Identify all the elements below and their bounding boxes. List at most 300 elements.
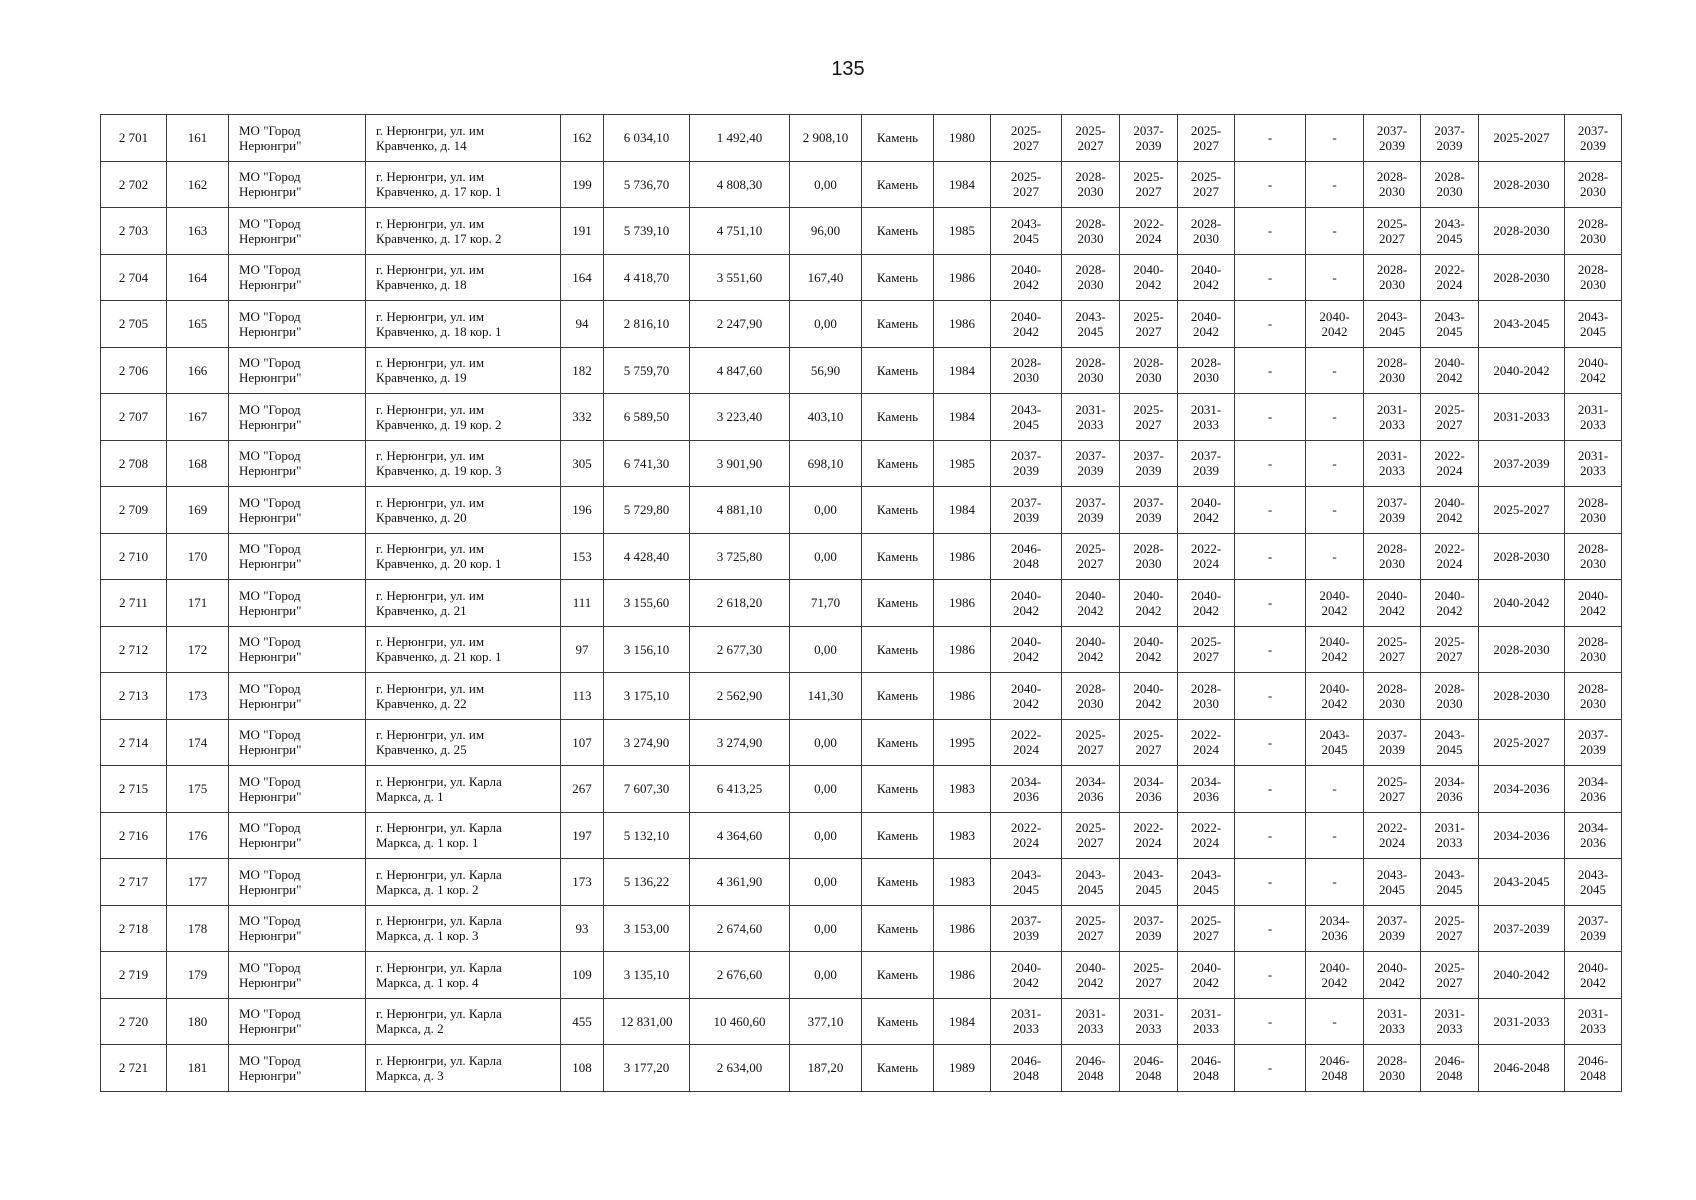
cell-period-foundation: 2046- 2048: [1120, 1045, 1178, 1092]
cell-non-living-area: 0,00: [790, 812, 862, 859]
cell-period-electric: 2028- 2030: [1421, 161, 1479, 208]
cell-address: г. Нерюнгри, ул. им Кравченко, д. 19 кор. 3: [366, 440, 561, 487]
cell-period-cold-water: -: [1235, 905, 1306, 952]
cell-period-cold-water: -: [1235, 673, 1306, 720]
cell-address: г. Нерюнгри, ул. им Кравченко, д. 20 кор. 1: [366, 533, 561, 580]
cell-period-foundation: 2034- 2036: [1120, 766, 1178, 813]
cell-wall-material: Камень: [862, 952, 934, 999]
cell-period-facade: 2040- 2042: [1062, 952, 1120, 999]
cell-period-hot-water: 2040- 2042: [1306, 626, 1364, 673]
cell-non-living-area: 0,00: [790, 952, 862, 999]
cell-period-gas: 2031-2033: [1479, 998, 1565, 1045]
cell-period-sewerage: 2037- 2039: [1364, 115, 1421, 162]
cell-municipality: МО "Город Нерюнгри": [229, 301, 366, 348]
cell-period-facade: 2028- 2030: [1062, 208, 1120, 255]
cell-period-electric: 2022- 2024: [1421, 533, 1479, 580]
cell-build-year: 1986: [934, 580, 991, 627]
cell-period-electric: 2025- 2027: [1421, 394, 1479, 441]
cell-period-electric: 2040- 2042: [1421, 580, 1479, 627]
cell-address: г. Нерюнгри, ул. им Кравченко, д. 18 кор. 1: [366, 301, 561, 348]
cell-period-elevator: 2031- 2033: [1565, 394, 1622, 441]
cell-period-roof: 2040- 2042: [991, 580, 1062, 627]
cell-living-area: 2 676,60: [690, 952, 790, 999]
cell-period-roof: 2040- 2042: [991, 626, 1062, 673]
cell-non-living-area: 187,20: [790, 1045, 862, 1092]
cell-period-sewerage: 2037- 2039: [1364, 719, 1421, 766]
cell-item-number: 171: [167, 580, 229, 627]
cell-address: г. Нерюнгри, ул. им Кравченко, д. 17 кор. 2: [366, 208, 561, 255]
cell-period-facade: 2028- 2030: [1062, 347, 1120, 394]
cell-residents: 305: [561, 440, 604, 487]
cell-period-hot-water: 2034- 2036: [1306, 905, 1364, 952]
cell-period-electric: 2031- 2033: [1421, 812, 1479, 859]
cell-period-heating: 2028- 2030: [1178, 347, 1235, 394]
cell-total-area: 4 418,70: [604, 254, 690, 301]
cell-period-cold-water: -: [1235, 812, 1306, 859]
cell-period-facade: 2034- 2036: [1062, 766, 1120, 813]
cell-period-electric: 2046- 2048: [1421, 1045, 1479, 1092]
cell-address: г. Нерюнгри, ул. им Кравченко, д. 21: [366, 580, 561, 627]
cell-period-sewerage: 2040- 2042: [1364, 952, 1421, 999]
cell-total-area: 3 177,20: [604, 1045, 690, 1092]
cell-period-sewerage: 2022- 2024: [1364, 812, 1421, 859]
cell-period-cold-water: -: [1235, 719, 1306, 766]
cell-non-living-area: 0,00: [790, 161, 862, 208]
cell-period-facade: 2025- 2027: [1062, 812, 1120, 859]
cell-municipality: МО "Город Нерюнгри": [229, 998, 366, 1045]
cell-row-number: 2 718: [101, 905, 167, 952]
cell-period-electric: 2028- 2030: [1421, 673, 1479, 720]
cell-item-number: 163: [167, 208, 229, 255]
cell-non-living-area: 0,00: [790, 719, 862, 766]
cell-total-area: 6 034,10: [604, 115, 690, 162]
cell-period-facade: 2043- 2045: [1062, 859, 1120, 906]
cell-residents: 162: [561, 115, 604, 162]
cell-build-year: 1983: [934, 766, 991, 813]
cell-period-gas: 2040-2042: [1479, 952, 1565, 999]
cell-period-roof: 2022- 2024: [991, 719, 1062, 766]
cell-period-cold-water: -: [1235, 766, 1306, 813]
cell-item-number: 165: [167, 301, 229, 348]
cell-period-gas: 2034-2036: [1479, 766, 1565, 813]
cell-item-number: 168: [167, 440, 229, 487]
cell-period-foundation: 2037- 2039: [1120, 115, 1178, 162]
cell-period-cold-water: -: [1235, 580, 1306, 627]
cell-period-roof: 2040- 2042: [991, 952, 1062, 999]
cell-living-area: 2 677,30: [690, 626, 790, 673]
cell-period-cold-water: -: [1235, 161, 1306, 208]
cell-row-number: 2 701: [101, 115, 167, 162]
table-row: [101, 952, 1622, 999]
cell-period-foundation: 2025- 2027: [1120, 301, 1178, 348]
cell-wall-material: Камень: [862, 859, 934, 906]
cell-period-heating: 2025- 2027: [1178, 905, 1235, 952]
cell-total-area: 3 153,00: [604, 905, 690, 952]
cell-wall-material: Камень: [862, 394, 934, 441]
cell-period-heating: 2040- 2042: [1178, 952, 1235, 999]
cell-period-heating: 2040- 2042: [1178, 254, 1235, 301]
cell-period-hot-water: -: [1306, 533, 1364, 580]
table-row: [101, 859, 1622, 906]
cell-municipality: МО "Город Нерюнгри": [229, 347, 366, 394]
cell-build-year: 1986: [934, 533, 991, 580]
cell-municipality: МО "Город Нерюнгри": [229, 719, 366, 766]
cell-period-hot-water: 2040- 2042: [1306, 580, 1364, 627]
cell-item-number: 180: [167, 998, 229, 1045]
cell-address: г. Нерюнгри, ул. Карла Маркса, д. 3: [366, 1045, 561, 1092]
cell-period-elevator: 2037- 2039: [1565, 115, 1622, 162]
table-row: [101, 440, 1622, 487]
cell-period-hot-water: 2040- 2042: [1306, 301, 1364, 348]
cell-address: г. Нерюнгри, ул. им Кравченко, д. 17 кор. 1: [366, 161, 561, 208]
cell-period-elevator: 2043- 2045: [1565, 859, 1622, 906]
cell-wall-material: Камень: [862, 533, 934, 580]
cell-total-area: 4 428,40: [604, 533, 690, 580]
cell-total-area: 7 607,30: [604, 766, 690, 813]
cell-period-roof: 2025- 2027: [991, 161, 1062, 208]
cell-address: г. Нерюнгри, ул. Карла Маркса, д. 1 кор. 1: [366, 812, 561, 859]
cell-period-cold-water: -: [1235, 533, 1306, 580]
cell-period-hot-water: -: [1306, 208, 1364, 255]
cell-period-hot-water: 2040- 2042: [1306, 673, 1364, 720]
cell-period-gas: 2043-2045: [1479, 859, 1565, 906]
cell-period-facade: 2025- 2027: [1062, 905, 1120, 952]
cell-living-area: 4 847,60: [690, 347, 790, 394]
cell-period-sewerage: 2025- 2027: [1364, 766, 1421, 813]
cell-address: г. Нерюнгри, ул. им Кравченко, д. 20: [366, 487, 561, 534]
cell-row-number: 2 711: [101, 580, 167, 627]
cell-row-number: 2 709: [101, 487, 167, 534]
cell-row-number: 2 707: [101, 394, 167, 441]
cell-period-heating: 2040- 2042: [1178, 580, 1235, 627]
cell-period-sewerage: 2028- 2030: [1364, 533, 1421, 580]
table-row: [101, 905, 1622, 952]
cell-period-electric: 2040- 2042: [1421, 347, 1479, 394]
table-row: [101, 533, 1622, 580]
cell-wall-material: Камень: [862, 254, 934, 301]
cell-period-foundation: 2025- 2027: [1120, 394, 1178, 441]
table-row: [101, 115, 1622, 162]
cell-period-foundation: 2025- 2027: [1120, 952, 1178, 999]
cell-build-year: 1984: [934, 347, 991, 394]
cell-total-area: 3 155,60: [604, 580, 690, 627]
cell-wall-material: Камень: [862, 440, 934, 487]
cell-address: г. Нерюнгри, ул. Карла Маркса, д. 1 кор. 4: [366, 952, 561, 999]
cell-non-living-area: 0,00: [790, 301, 862, 348]
cell-period-hot-water: -: [1306, 766, 1364, 813]
cell-period-cold-water: -: [1235, 626, 1306, 673]
cell-non-living-area: 698,10: [790, 440, 862, 487]
cell-period-facade: 2046- 2048: [1062, 1045, 1120, 1092]
cell-period-foundation: 2040- 2042: [1120, 673, 1178, 720]
cell-period-roof: 2031- 2033: [991, 998, 1062, 1045]
cell-living-area: 1 492,40: [690, 115, 790, 162]
cell-wall-material: Камень: [862, 626, 934, 673]
cell-row-number: 2 712: [101, 626, 167, 673]
cell-residents: 173: [561, 859, 604, 906]
cell-municipality: МО "Город Нерюнгри": [229, 533, 366, 580]
cell-period-hot-water: -: [1306, 161, 1364, 208]
cell-period-facade: 2028- 2030: [1062, 254, 1120, 301]
cell-period-elevator: 2037- 2039: [1565, 719, 1622, 766]
cell-period-facade: 2037- 2039: [1062, 487, 1120, 534]
cell-build-year: 1986: [934, 952, 991, 999]
cell-row-number: 2 721: [101, 1045, 167, 1092]
cell-build-year: 1986: [934, 905, 991, 952]
cell-row-number: 2 719: [101, 952, 167, 999]
cell-row-number: 2 713: [101, 673, 167, 720]
cell-municipality: МО "Город Нерюнгри": [229, 580, 366, 627]
cell-period-sewerage: 2043- 2045: [1364, 859, 1421, 906]
table-row: [101, 580, 1622, 627]
cell-period-heating: 2022- 2024: [1178, 812, 1235, 859]
cell-period-gas: 2025-2027: [1479, 719, 1565, 766]
cell-period-roof: 2040- 2042: [991, 301, 1062, 348]
cell-municipality: МО "Город Нерюнгри": [229, 254, 366, 301]
cell-living-area: 2 562,90: [690, 673, 790, 720]
cell-period-gas: 2040-2042: [1479, 580, 1565, 627]
cell-period-roof: 2046- 2048: [991, 1045, 1062, 1092]
cell-row-number: 2 720: [101, 998, 167, 1045]
cell-period-foundation: 2028- 2030: [1120, 533, 1178, 580]
cell-total-area: 5 739,10: [604, 208, 690, 255]
table-body: [101, 115, 1622, 1092]
cell-period-elevator: 2028- 2030: [1565, 254, 1622, 301]
cell-period-cold-water: -: [1235, 1045, 1306, 1092]
cell-period-heating: 2034- 2036: [1178, 766, 1235, 813]
cell-period-electric: 2043- 2045: [1421, 208, 1479, 255]
cell-period-roof: 2040- 2042: [991, 254, 1062, 301]
cell-wall-material: Камень: [862, 905, 934, 952]
cell-period-elevator: 2031- 2033: [1565, 998, 1622, 1045]
cell-living-area: 4 361,90: [690, 859, 790, 906]
cell-period-hot-water: -: [1306, 859, 1364, 906]
cell-period-roof: 2043- 2045: [991, 394, 1062, 441]
cell-residents: 107: [561, 719, 604, 766]
cell-row-number: 2 703: [101, 208, 167, 255]
cell-build-year: 1995: [934, 719, 991, 766]
table-row: [101, 998, 1622, 1045]
cell-period-facade: 2025- 2027: [1062, 533, 1120, 580]
cell-municipality: МО "Город Нерюнгри": [229, 394, 366, 441]
cell-period-sewerage: 2028- 2030: [1364, 254, 1421, 301]
cell-municipality: МО "Город Нерюнгри": [229, 487, 366, 534]
cell-wall-material: Камень: [862, 719, 934, 766]
cell-living-area: 10 460,60: [690, 998, 790, 1045]
cell-period-elevator: 2028- 2030: [1565, 533, 1622, 580]
cell-period-gas: 2043-2045: [1479, 301, 1565, 348]
cell-period-gas: 2025-2027: [1479, 487, 1565, 534]
cell-total-area: 5 729,80: [604, 487, 690, 534]
cell-period-facade: 2040- 2042: [1062, 580, 1120, 627]
cell-residents: 199: [561, 161, 604, 208]
cell-total-area: 3 274,90: [604, 719, 690, 766]
cell-period-foundation: 2037- 2039: [1120, 905, 1178, 952]
cell-total-area: 5 736,70: [604, 161, 690, 208]
cell-period-foundation: 2043- 2045: [1120, 859, 1178, 906]
cell-period-roof: 2022- 2024: [991, 812, 1062, 859]
cell-period-electric: 2043- 2045: [1421, 859, 1479, 906]
cell-total-area: 12 831,00: [604, 998, 690, 1045]
cell-period-roof: 2037- 2039: [991, 905, 1062, 952]
cell-municipality: МО "Город Нерюнгри": [229, 115, 366, 162]
cell-period-elevator: 2040- 2042: [1565, 580, 1622, 627]
cell-period-gas: 2028-2030: [1479, 254, 1565, 301]
cell-non-living-area: 0,00: [790, 766, 862, 813]
cell-wall-material: Камень: [862, 347, 934, 394]
cell-period-facade: 2025- 2027: [1062, 719, 1120, 766]
cell-living-area: 3 725,80: [690, 533, 790, 580]
cell-item-number: 177: [167, 859, 229, 906]
cell-living-area: 2 674,60: [690, 905, 790, 952]
cell-period-heating: 2025- 2027: [1178, 161, 1235, 208]
cell-municipality: МО "Город Нерюнгри": [229, 952, 366, 999]
cell-period-sewerage: 2028- 2030: [1364, 1045, 1421, 1092]
cell-period-electric: 2043- 2045: [1421, 301, 1479, 348]
cell-item-number: 172: [167, 626, 229, 673]
cell-living-area: 3 223,40: [690, 394, 790, 441]
cell-period-gas: 2028-2030: [1479, 626, 1565, 673]
cell-residents: 197: [561, 812, 604, 859]
cell-period-cold-water: -: [1235, 952, 1306, 999]
cell-build-year: 1986: [934, 254, 991, 301]
cell-item-number: 161: [167, 115, 229, 162]
cell-build-year: 1986: [934, 673, 991, 720]
cell-item-number: 170: [167, 533, 229, 580]
cell-build-year: 1984: [934, 487, 991, 534]
cell-living-area: 4 808,30: [690, 161, 790, 208]
cell-period-roof: 2025- 2027: [991, 115, 1062, 162]
cell-period-sewerage: 2031- 2033: [1364, 998, 1421, 1045]
cell-period-gas: 2046-2048: [1479, 1045, 1565, 1092]
cell-period-foundation: 2040- 2042: [1120, 254, 1178, 301]
cell-period-elevator: 2034- 2036: [1565, 812, 1622, 859]
cell-period-facade: 2031- 2033: [1062, 998, 1120, 1045]
cell-period-hot-water: 2040- 2042: [1306, 952, 1364, 999]
cell-non-living-area: 141,30: [790, 673, 862, 720]
cell-wall-material: Камень: [862, 161, 934, 208]
cell-period-hot-water: 2043- 2045: [1306, 719, 1364, 766]
page-number: 135: [831, 58, 865, 80]
cell-residents: 182: [561, 347, 604, 394]
cell-period-gas: 2028-2030: [1479, 533, 1565, 580]
cell-residents: 455: [561, 998, 604, 1045]
cell-period-gas: 2025-2027: [1479, 115, 1565, 162]
cell-period-gas: 2028-2030: [1479, 673, 1565, 720]
cell-period-facade: 2037- 2039: [1062, 440, 1120, 487]
cell-municipality: МО "Город Нерюнгри": [229, 766, 366, 813]
cell-period-sewerage: 2031- 2033: [1364, 394, 1421, 441]
housing-repair-table: [100, 114, 1622, 1092]
cell-period-roof: 2037- 2039: [991, 487, 1062, 534]
cell-municipality: МО "Город Нерюнгри": [229, 626, 366, 673]
cell-item-number: 181: [167, 1045, 229, 1092]
cell-residents: 97: [561, 626, 604, 673]
cell-address: г. Нерюнгри, ул. Карла Маркса, д. 1 кор. 3: [366, 905, 561, 952]
cell-period-elevator: 2028- 2030: [1565, 161, 1622, 208]
cell-period-cold-water: -: [1235, 859, 1306, 906]
cell-period-heating: 2046- 2048: [1178, 1045, 1235, 1092]
cell-period-foundation: 2025- 2027: [1120, 719, 1178, 766]
cell-residents: 164: [561, 254, 604, 301]
cell-period-elevator: 2046- 2048: [1565, 1045, 1622, 1092]
cell-period-elevator: 2034- 2036: [1565, 766, 1622, 813]
cell-period-heating: 2031- 2033: [1178, 998, 1235, 1045]
cell-period-heating: 2043- 2045: [1178, 859, 1235, 906]
cell-period-foundation: 2040- 2042: [1120, 580, 1178, 627]
cell-address: г. Нерюнгри, ул. им Кравченко, д. 18: [366, 254, 561, 301]
cell-period-electric: 2025- 2027: [1421, 905, 1479, 952]
cell-period-facade: 2031- 2033: [1062, 394, 1120, 441]
cell-period-sewerage: 2028- 2030: [1364, 347, 1421, 394]
cell-municipality: МО "Город Нерюнгри": [229, 673, 366, 720]
cell-non-living-area: 0,00: [790, 487, 862, 534]
cell-period-roof: 2040- 2042: [991, 673, 1062, 720]
cell-municipality: МО "Город Нерюнгри": [229, 208, 366, 255]
cell-total-area: 3 135,10: [604, 952, 690, 999]
cell-residents: 111: [561, 580, 604, 627]
cell-period-electric: 2022- 2024: [1421, 440, 1479, 487]
cell-period-heating: 2031- 2033: [1178, 394, 1235, 441]
cell-period-elevator: 2040- 2042: [1565, 347, 1622, 394]
cell-residents: 109: [561, 952, 604, 999]
table-row: [101, 719, 1622, 766]
cell-period-sewerage: 2025- 2027: [1364, 626, 1421, 673]
cell-period-roof: 2037- 2039: [991, 440, 1062, 487]
cell-period-hot-water: -: [1306, 998, 1364, 1045]
cell-item-number: 166: [167, 347, 229, 394]
cell-wall-material: Камень: [862, 487, 934, 534]
cell-row-number: 2 715: [101, 766, 167, 813]
cell-period-heating: 2028- 2030: [1178, 208, 1235, 255]
table-row: [101, 1045, 1622, 1092]
cell-period-foundation: 2040- 2042: [1120, 626, 1178, 673]
cell-non-living-area: 0,00: [790, 626, 862, 673]
cell-residents: 267: [561, 766, 604, 813]
cell-period-sewerage: 2043- 2045: [1364, 301, 1421, 348]
cell-item-number: 176: [167, 812, 229, 859]
cell-period-foundation: 2037- 2039: [1120, 440, 1178, 487]
cell-living-area: 2 618,20: [690, 580, 790, 627]
cell-build-year: 1980: [934, 115, 991, 162]
cell-period-cold-water: -: [1235, 254, 1306, 301]
cell-period-hot-water: -: [1306, 812, 1364, 859]
cell-period-facade: 2043- 2045: [1062, 301, 1120, 348]
cell-living-area: 3 901,90: [690, 440, 790, 487]
table-row: [101, 394, 1622, 441]
table-row: [101, 812, 1622, 859]
cell-period-gas: 2034-2036: [1479, 812, 1565, 859]
table-row: [101, 673, 1622, 720]
cell-build-year: 1985: [934, 440, 991, 487]
cell-item-number: 169: [167, 487, 229, 534]
cell-period-elevator: 2031- 2033: [1565, 440, 1622, 487]
cell-non-living-area: 0,00: [790, 905, 862, 952]
table-row: [101, 487, 1622, 534]
cell-total-area: 3 156,10: [604, 626, 690, 673]
cell-period-heating: 2037- 2039: [1178, 440, 1235, 487]
cell-row-number: 2 717: [101, 859, 167, 906]
cell-row-number: 2 706: [101, 347, 167, 394]
table-row: [101, 301, 1622, 348]
cell-period-cold-water: -: [1235, 208, 1306, 255]
cell-build-year: 1984: [934, 161, 991, 208]
cell-period-sewerage: 2037- 2039: [1364, 487, 1421, 534]
cell-build-year: 1986: [934, 301, 991, 348]
cell-period-elevator: 2040- 2042: [1565, 952, 1622, 999]
cell-total-area: 6 741,30: [604, 440, 690, 487]
table-row: [101, 208, 1622, 255]
